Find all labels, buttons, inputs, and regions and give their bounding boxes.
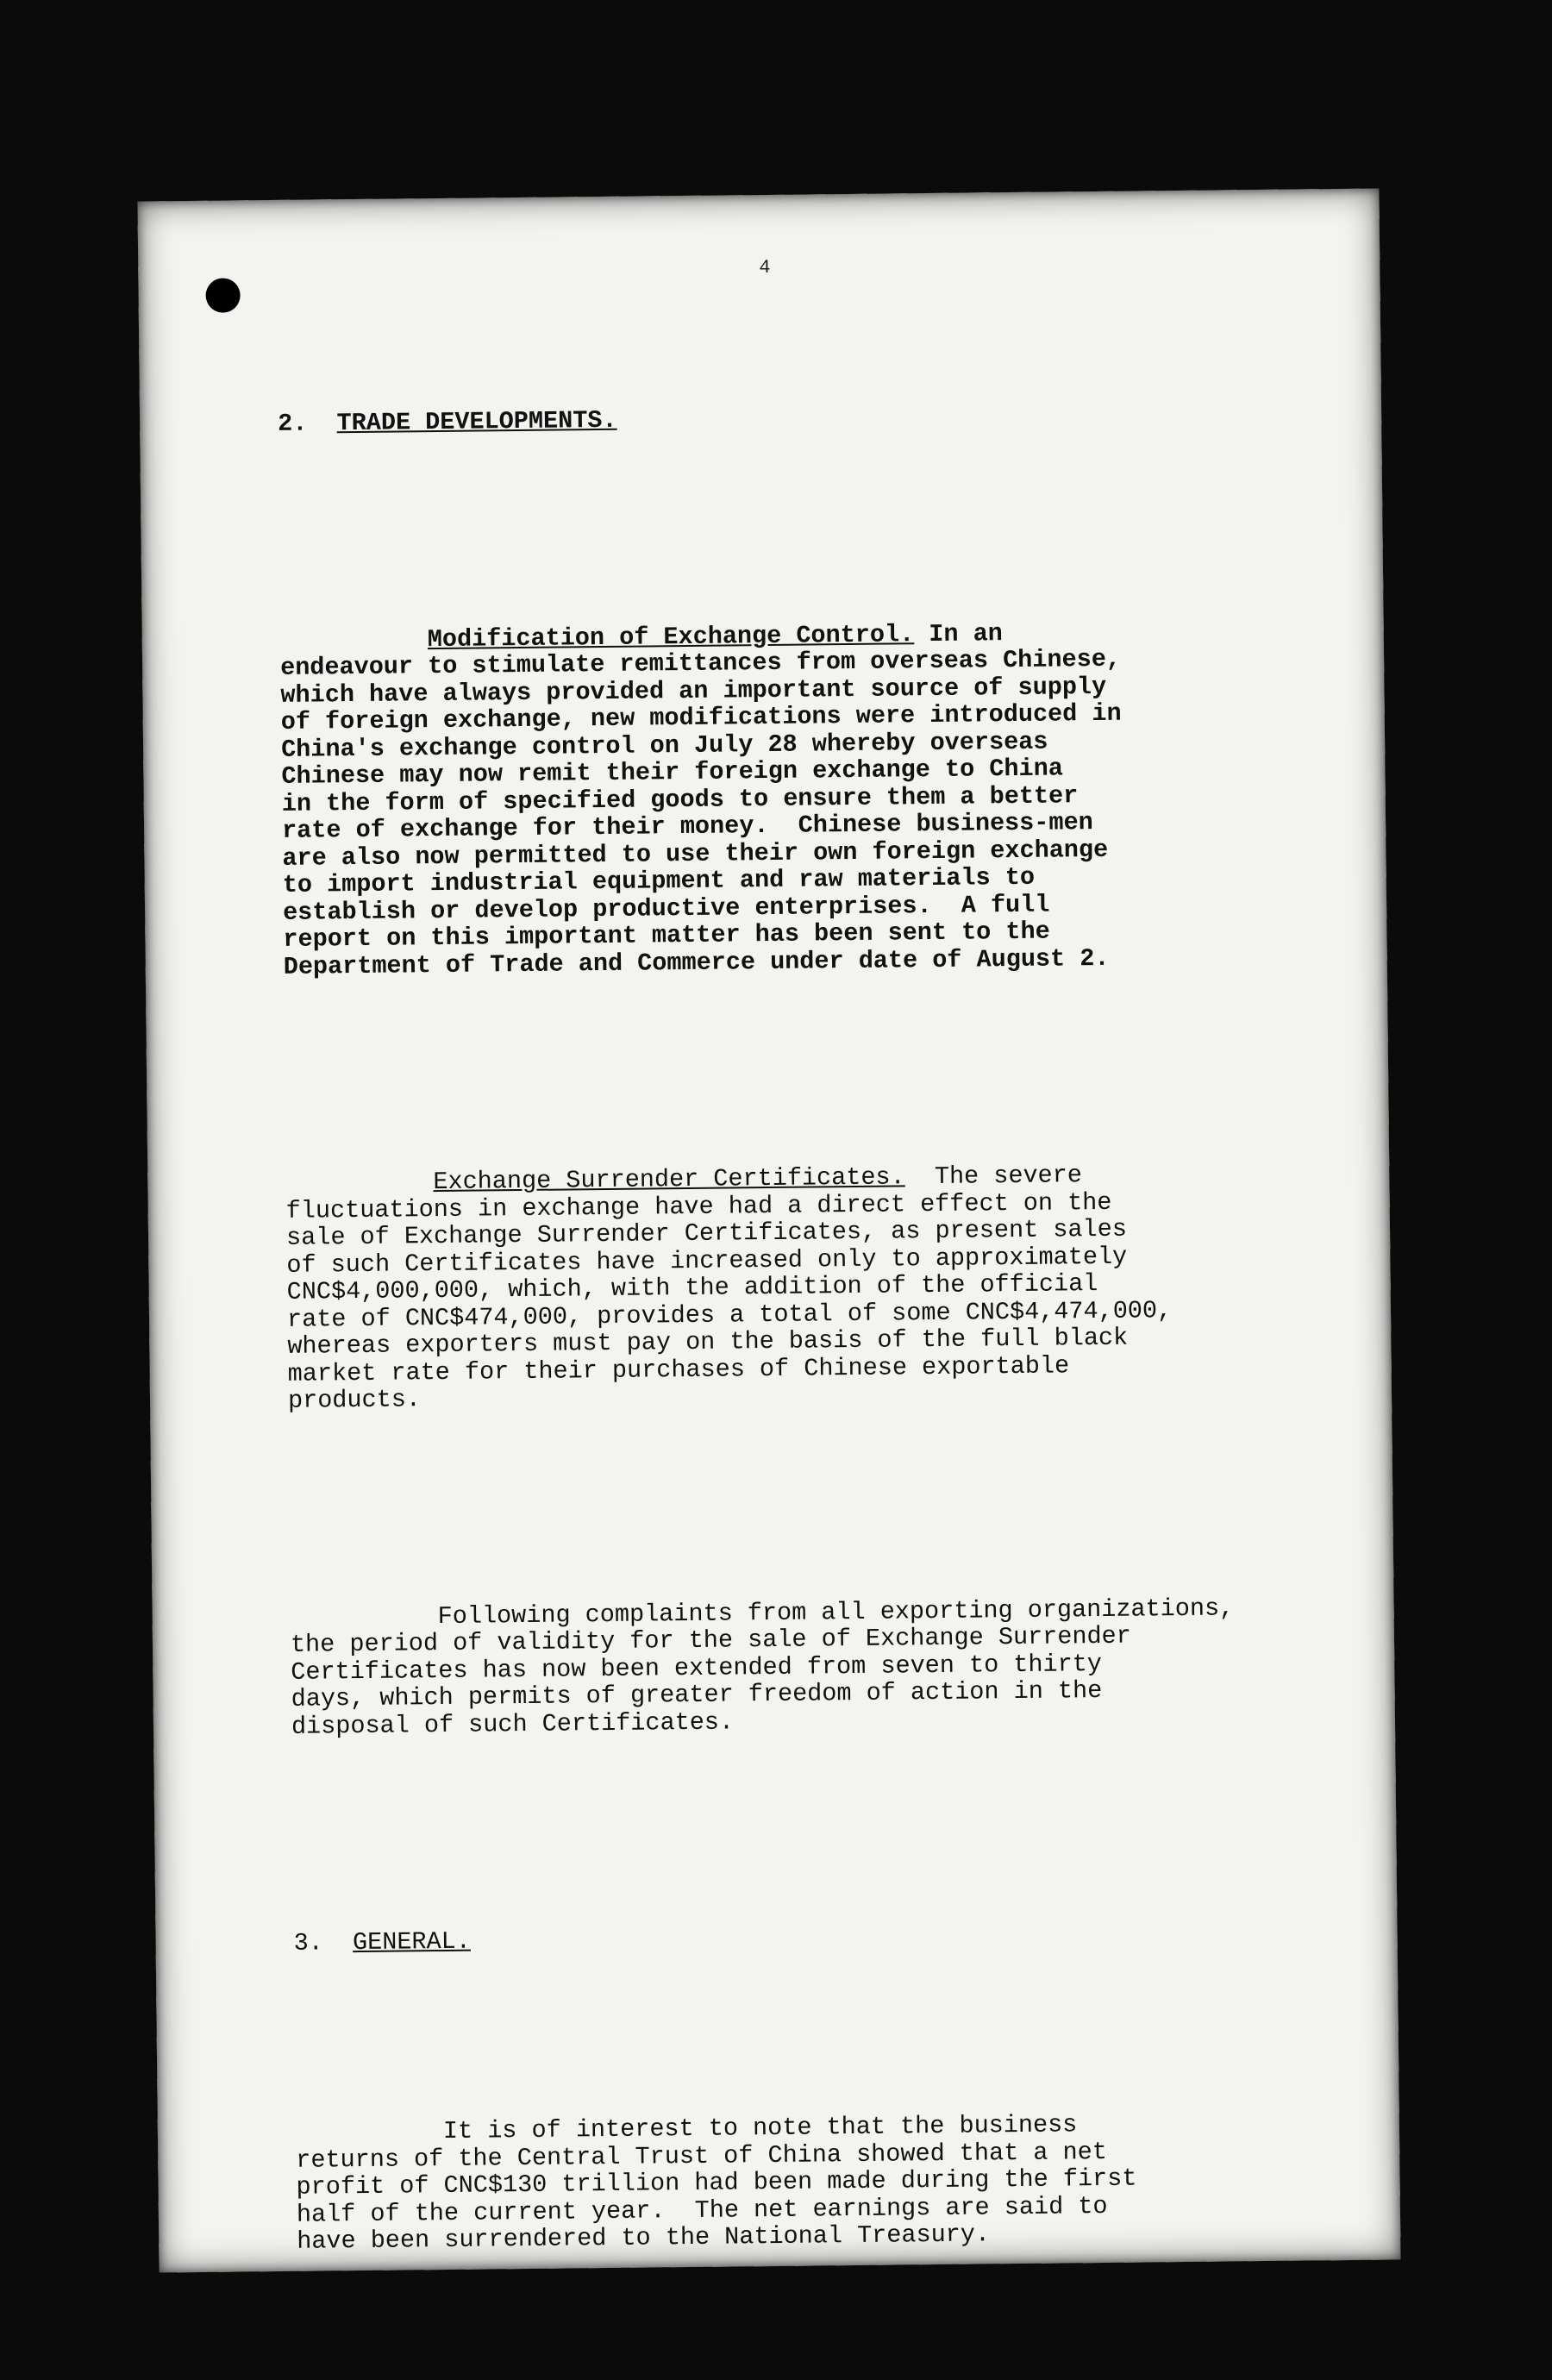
paragraph-surrender-certificates (285, 1160, 1280, 1415)
paragraph-line: Certificates has now been extended from seven to thirty (291, 1649, 1103, 1687)
paragraph-line: of foreign exchange, new modifications were introduced in (280, 698, 1122, 736)
paragraph-line: which have always provided an important source of supply (280, 672, 1107, 710)
paragraph-line: are also now permitted to use their own foreign exchange (282, 835, 1109, 873)
paragraph-line: fluctuations in exchange have had a direct effect on the (285, 1187, 1112, 1225)
paragraph-line: rate of exchange for their money. Chinese business-men (281, 808, 1093, 845)
paragraph-line: establish or develop productive enterprises. A full (282, 890, 1050, 927)
paragraph-lead: It is of interest to note that the business (442, 2110, 1078, 2146)
paragraph-line: whereas exporters must pay on the basis of the full black (287, 1323, 1129, 1361)
punch-hole (205, 278, 240, 312)
paragraph-line: have been surrendered to the National Treasury. (297, 2220, 991, 2256)
paragraph-line: market rate for their purchases of Chinese exportable (287, 1350, 1070, 1388)
paragraph-line: products. (287, 1385, 422, 1415)
section-title: GENERAL. (352, 1926, 472, 1957)
paragraph-line: of such Certificates have increased only to approximately (286, 1242, 1128, 1280)
section-number: 2. (277, 409, 308, 438)
section-heading-trade-developments (278, 400, 1269, 438)
section-title: TRADE DEVELOPMENTS. (336, 405, 617, 438)
paragraph-lead: Following complaints from all exporting organizations, (437, 1593, 1235, 1631)
paragraph-heading: Exchange Surrender Certificates. (433, 1162, 905, 1197)
paragraph-line: the period of validity for the sale of Exchange Surrender (290, 1621, 1131, 1659)
paragraph-line: rate of CNC$474,000, provides a total of some CNC$4,474,000, (286, 1295, 1173, 1334)
paragraph-line: report on this important matter has been sent to the (283, 917, 1050, 954)
paragraph-line: sale of Exchange Surrender Certificates, as present sales (285, 1214, 1128, 1252)
paragraph-exchange-control (280, 617, 1275, 980)
paragraph-lead: In an (914, 618, 1003, 648)
document-page (137, 189, 1400, 2273)
paragraph-line: to import industrial equipment and raw materials to (282, 862, 1036, 899)
paragraph-line: Department of Trade and Commerce under date of August 2. (283, 943, 1110, 981)
paragraph-line: Chinese may now remit their foreign exchange to China (281, 754, 1064, 791)
paragraph-line: profit of CNC$130 trillion had been made during the first (296, 2164, 1137, 2202)
paragraph-line: days, which permits of greater freedom of action in the (291, 1675, 1103, 1713)
paragraph-line: disposal of such Certificates. (291, 1707, 735, 1741)
paragraph-central-trust (296, 2109, 1289, 2256)
paragraph-validity-extension (291, 1594, 1284, 1740)
paragraph-line: half of the current year. The net earnings are said to (296, 2191, 1108, 2229)
paragraph-line: returns of the Central Trust of China showed that a net (296, 2137, 1108, 2175)
paragraph-heading: Modification of Exchange Control. (427, 619, 915, 654)
section-heading-general (293, 1920, 1285, 1957)
page-number: 4 (759, 256, 771, 279)
paragraph-line: CNC$4,000,000, which, with the addition of the official (286, 1269, 1098, 1306)
section-number: 3. (293, 1928, 324, 1957)
paragraph-line: in the form of specified goods to ensure them a better (281, 780, 1079, 818)
paragraph-line: endeavour to stimulate remittances from overseas Chinese, (279, 644, 1122, 682)
document-body (277, 291, 1304, 2380)
paragraph-line: China's exchange control on July 28 whereby overseas (280, 727, 1048, 764)
paragraph-lead: The severe (904, 1161, 1083, 1192)
